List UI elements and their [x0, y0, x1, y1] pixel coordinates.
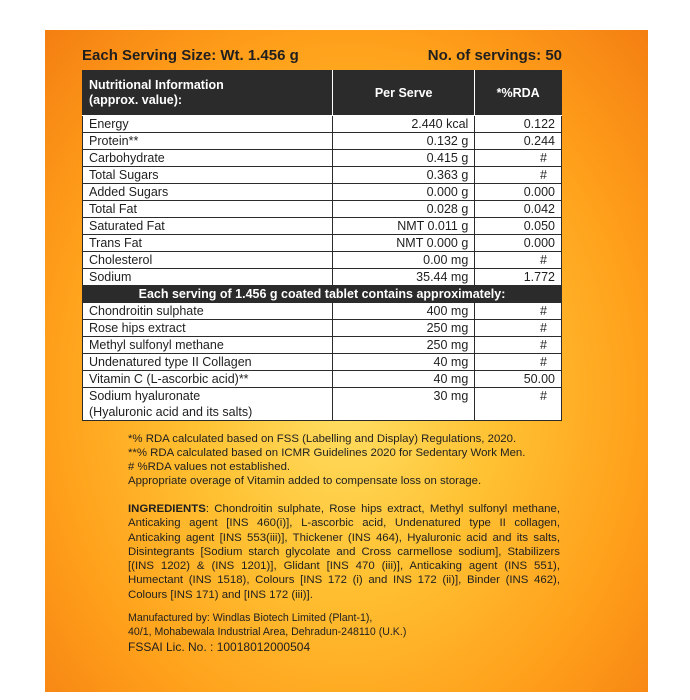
- table-row: [83, 303, 562, 320]
- ingredients-block: [128, 502, 560, 602]
- nutrient-value: 0.028 g: [333, 201, 475, 218]
- manufacturer-line: Manufactured by: Windlas Biotech Limited (Plant-1),: [128, 612, 373, 624]
- active-name: Rose hips extract: [83, 320, 333, 337]
- table-header-row: [83, 71, 562, 116]
- fssai-license: FSSAI Lic. No. : 10018012000504: [128, 640, 311, 654]
- nutrient-value: 0.363 g: [333, 167, 475, 184]
- active-value: 250 mg: [333, 337, 475, 354]
- table-row: [83, 235, 562, 252]
- nutrient-value: 35.44 mg: [333, 269, 475, 286]
- header-per-serve: Per Serve: [333, 71, 475, 116]
- nutrient-name: Cholesterol: [83, 252, 333, 269]
- nutrient-rda: #: [475, 167, 562, 184]
- rda-notes: [128, 432, 568, 488]
- table-row: [83, 150, 562, 167]
- nutrient-rda: 0.000: [475, 184, 562, 201]
- active-rda: #: [475, 388, 562, 421]
- table-row: [83, 201, 562, 218]
- nutrient-value: NMT 0.000 g: [333, 235, 475, 252]
- table-row: [83, 133, 562, 150]
- active-name: Sodium hyaluronate (Hyaluronic acid and its salts): [83, 388, 333, 421]
- nutrient-rda: #: [475, 252, 562, 269]
- nutrient-name: Total Sugars: [83, 167, 333, 184]
- nutrient-rda: 0.244: [475, 133, 562, 150]
- nutrient-rda: 0.000: [475, 235, 562, 252]
- note-line: # %RDA values not established.: [128, 461, 291, 473]
- table-row: [83, 388, 562, 421]
- table-row: [83, 116, 562, 133]
- active-name: Undenatured type II Collagen: [83, 354, 333, 371]
- nutrient-name: Sodium: [83, 269, 333, 286]
- nutrition-table: [82, 70, 562, 421]
- active-rda: #: [475, 337, 562, 354]
- note-line: Appropriate overage of Vitamin added to compensate loss on storage.: [128, 475, 482, 487]
- active-rda: #: [475, 320, 562, 337]
- table-row: [83, 371, 562, 388]
- header-nutritional-information: Nutritional Information (approx. value):: [83, 71, 333, 116]
- active-rda: #: [475, 303, 562, 320]
- nutrient-rda: 0.122: [475, 116, 562, 133]
- table-row: [83, 269, 562, 286]
- nutrient-rda: 0.042: [475, 201, 562, 218]
- active-name: Vitamin C (L-ascorbic acid)**: [83, 371, 333, 388]
- nutrient-rda: 1.772: [475, 269, 562, 286]
- nutrient-name: Saturated Fat: [83, 218, 333, 235]
- manufacturer-address: 40/1, Mohabewala Industrial Area, Dehradun-248110 (U.K.): [128, 625, 407, 638]
- active-value: 250 mg: [333, 320, 475, 337]
- nutrient-value: NMT 0.011 g: [333, 218, 475, 235]
- ingredients-text: : Chondroitin sulphate, Rose hips extract, Methyl sulfonyl methane, Anticaking agent [INS 460(i)], L-ascorbic acid, Undenatured type II collagen, Anticaking agent [INS 553(iii)], Thickener (INS 464), Hyaluronic acid and its salts, Disintegrants [Sodium starch glycolate and Cross carmellose sodium], Stabilizers [(INS 1202) & (INS 1201)], Glidant [INS 470 (iii)], Anticaking agent (INS 551), Humectant (INS 1518), Colours [INS 172 (i) and INS 172 (ii)], Binder (INS 462), Colours [INS 171) and [INS 172 (iii)].: [128, 503, 560, 601]
- table-row: [83, 354, 562, 371]
- table-row: [83, 320, 562, 337]
- nutrient-name: Energy: [83, 116, 333, 133]
- nutrient-value: 0.00 mg: [333, 252, 475, 269]
- table-row: [83, 252, 562, 269]
- table-row: [83, 337, 562, 354]
- table-row: [83, 167, 562, 184]
- active-value: 40 mg: [333, 371, 475, 388]
- nutrient-name: Added Sugars: [83, 184, 333, 201]
- section-title: Each serving of 1.456 g coated tablet contains approximately:: [83, 286, 562, 303]
- nutrient-value: 0.000 g: [333, 184, 475, 201]
- nutrient-name: Protein**: [83, 133, 333, 150]
- active-name: Chondroitin sulphate: [83, 303, 333, 320]
- table-row: [83, 218, 562, 235]
- active-value: 400 mg: [333, 303, 475, 320]
- nutrient-name: Carbohydrate: [83, 150, 333, 167]
- nutrient-rda: 0.050: [475, 218, 562, 235]
- nutrient-name: Trans Fat: [83, 235, 333, 252]
- table-row: [83, 184, 562, 201]
- ingredients-label: INGREDIENTS: [128, 503, 206, 515]
- nutrient-name: Total Fat: [83, 201, 333, 218]
- note-line: **% RDA calculated based on ICMR Guidelines 2020 for Sedentary Work Men.: [128, 447, 526, 459]
- active-name: Methyl sulfonyl methane: [83, 337, 333, 354]
- nutrient-rda: #: [475, 150, 562, 167]
- active-value: 40 mg: [333, 354, 475, 371]
- note-line: *% RDA calculated based on FSS (Labelling and Display) Regulations, 2020.: [128, 433, 517, 445]
- active-value: 30 mg: [333, 388, 475, 421]
- active-rda: 50.00: [475, 371, 562, 388]
- serving-size: Each Serving Size: Wt. 1.456 g: [82, 47, 299, 64]
- active-rda: #: [475, 354, 562, 371]
- manufacturer-info: [128, 612, 568, 639]
- section-header-row: [83, 286, 562, 303]
- serving-header: [82, 47, 562, 67]
- nutrient-value: 0.415 g: [333, 150, 475, 167]
- nutrient-value: 0.132 g: [333, 133, 475, 150]
- nutrient-value: 2.440 kcal: [333, 116, 475, 133]
- header-rda: *%RDA: [475, 71, 562, 116]
- servings-count: No. of servings: 50: [427, 47, 562, 64]
